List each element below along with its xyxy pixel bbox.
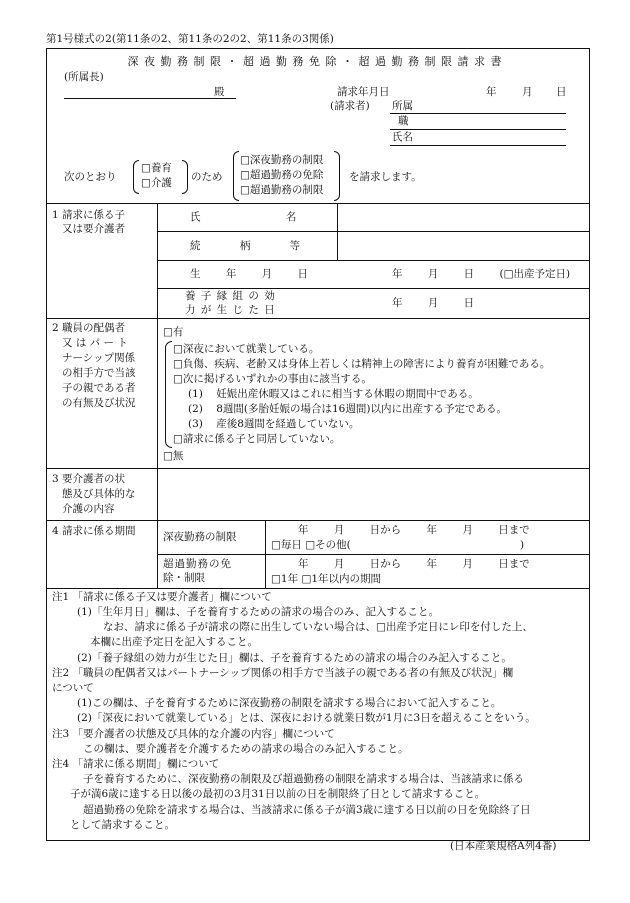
s1-birth-value[interactable]: 年 月 日 (□出産予定日) <box>392 268 571 280</box>
divider-s1-row3 <box>157 288 589 289</box>
s1-name-label: 氏 名 <box>190 211 297 223</box>
s2-subitem-2: (2) 8週間(多胎妊娠の場合は16週間)以内に出産する予定である。 <box>188 403 507 415</box>
note-4-body-1: 子を養育するために、深夜勤務の制限及び超過勤務の制限を請求する場合は、当該請求に係る <box>83 773 524 785</box>
limit-brace-left <box>233 151 239 201</box>
request-year: 年 <box>486 86 497 98</box>
post-label: 職 <box>398 115 409 127</box>
divider-section1 <box>46 318 589 319</box>
dept-label: 所属 <box>392 100 413 112</box>
s1-relation-label: 続 柄 等 <box>190 240 301 252</box>
s2-item-reason[interactable]: □次に掲げるいずれかの事由に該当する。 <box>173 373 372 385</box>
s2-label-l5: 子の親である者 <box>62 382 136 394</box>
note-1-item-2: (2)「養子縁組の効力が生じた日」欄は、子を養育するための請求の場合のみ記入すること。 <box>77 652 512 664</box>
care-option-nurture[interactable]: □養育 <box>141 162 172 174</box>
care-brace-left <box>133 160 139 194</box>
s4-row2-label-l1: 超過勤務の免 <box>163 558 232 570</box>
s1-label-line2: 又は要介護者 <box>62 223 125 235</box>
note-4-body-1-cont: 子が満6歳に達する日以後の最初の3月31日以前の日を制限終了日として請求すること。 <box>70 788 486 800</box>
s2-has-option[interactable]: □有 <box>163 326 184 338</box>
request-date-label: 請求年月日 <box>337 86 390 98</box>
care-option-nursing[interactable]: □介護 <box>141 177 172 189</box>
request-month: 月 <box>522 86 533 98</box>
post-field[interactable] <box>390 129 566 130</box>
request-suffix: を請求します。 <box>349 171 422 183</box>
s2-items-brace <box>165 341 172 448</box>
s4-row2-dates[interactable]: 年 月 日から 年 月 日まで <box>298 558 530 570</box>
note-2-heading: 注2 「職員の配偶者又はパートナーシップ関係の相手方で当該子の親である者の有無及び状況」欄 <box>52 667 514 679</box>
s4-row1-close-paren: ) <box>520 539 525 551</box>
note-2-item-1: (1)この欄は、子を養育するために深夜勤務の制限を請求する場合において記入すること。 <box>77 697 502 709</box>
s3-label-l3: 介護の内容 <box>62 503 115 515</box>
form-id: 第1号様式の2(第11条の2、第11条の2の2、第11条の3関係) <box>46 33 334 45</box>
s2-label-l6: の有無及び状況 <box>62 397 136 409</box>
note-3-body: この欄は、要介護者を介護するための請求の場合のみ記入すること。 <box>83 743 409 755</box>
s4-row2-label-l2: 除・制限 <box>163 572 205 584</box>
s1-adoption-label-l1: 養 子 縁 組 の 効 <box>185 290 276 302</box>
addressee-line[interactable] <box>64 98 236 99</box>
divider-s1-row2 <box>157 260 589 261</box>
limit-option-overtime-limit[interactable]: □超過勤務の制限 <box>240 184 324 196</box>
limit-brace-right <box>334 151 340 201</box>
s2-subitem-1: (1) 妊娠出産休暇又はこれに相当する休暇の期間中である。 <box>188 388 479 400</box>
limit-option-night[interactable]: □深夜勤務の制限 <box>240 154 324 166</box>
divider-section4 <box>46 588 589 589</box>
form-title: 深 夜 勤 務 制 限 ・ 超 過 勤 務 免 除 ・ 超 過 勤 務 制 限 請 求 書 <box>127 55 503 68</box>
note-1-heading: 注1 「請求に係る子又は要介護者」欄について <box>52 591 272 603</box>
s4-label: 4 請求に係る期間 <box>52 525 136 537</box>
note-3-heading: 注3 「要介護者の状態及び具体的な介護の内容」欄について <box>52 728 335 740</box>
s4-row1-options[interactable]: □毎日 □その他( <box>271 539 351 551</box>
note-4-body-2-cont: として請求すること。 <box>70 819 175 831</box>
honorific: 殿 <box>214 86 225 98</box>
divider-header <box>46 203 589 204</box>
for-text: のため <box>191 171 223 183</box>
dept-field[interactable] <box>390 113 566 114</box>
s2-label-l4: の相手方で当該 <box>62 367 136 379</box>
s4-row1-dates[interactable]: 年 月 日から 年 月 日まで <box>298 524 530 536</box>
name-field[interactable] <box>390 145 566 146</box>
s2-item-difficulty[interactable]: □負傷、疾病、老齢又は身体上若しくは精神上の障害により養育が困難である。 <box>173 358 551 370</box>
s3-label-l2: 態及び具体的な <box>62 488 136 500</box>
s2-item-night-work[interactable]: □深夜において就業している。 <box>173 343 320 355</box>
divider-section2 <box>46 468 589 469</box>
note-2-heading-cont: について <box>52 682 94 694</box>
s3-label-l1: 3 要介護者の状 <box>52 473 126 485</box>
note-1-item-1-cont: なお、請求に係る子が請求の際に出生していない場合は、□出産予定日にレ印を付した上、 <box>103 621 533 633</box>
divider-s4-row1 <box>157 554 589 555</box>
s1-label-line1: 1 請求に係る子 <box>52 209 126 221</box>
note-1-item-1-cont2: 本欄に出産予定日を記入すること。 <box>90 636 258 648</box>
divider-s1-value-column <box>337 203 338 260</box>
s2-none-option[interactable]: □無 <box>163 450 184 462</box>
divider-s4-label-column <box>265 520 266 588</box>
s2-label-l3: ナーシップ関係 <box>62 352 136 364</box>
requester-label: (請求者) <box>330 100 370 112</box>
divider-label-column <box>157 203 158 588</box>
name-label: 氏名 <box>392 131 413 143</box>
note-4-heading: 注4 「請求に係る期間」欄について <box>52 758 220 770</box>
s1-birth-label: 生 年 月 日 <box>190 268 309 280</box>
divider-section3 <box>46 520 589 521</box>
note-2-item-2: (2)「深夜において就業している」とは、深夜における就業日数が1月に3日を超えることをいう。 <box>77 712 536 724</box>
paper-size-note: (日本産業規格A列4番) <box>450 840 557 852</box>
s4-row1-label: 深夜勤務の制限 <box>163 531 237 543</box>
care-brace-right <box>182 160 188 194</box>
divider-s1-row1 <box>157 231 589 232</box>
s1-adoption-value[interactable]: 年 月 日 <box>392 297 475 309</box>
request-day: 日 <box>556 86 567 98</box>
affiliation-chief-label: (所属長) <box>64 71 104 83</box>
s2-subitem-3: (3) 産後8週間を経過していない。 <box>188 418 360 430</box>
s1-adoption-label-l2: 力 が 生 じ た 日 <box>185 304 276 316</box>
limit-option-overtime-exempt[interactable]: □超過勤務の免除 <box>240 169 324 181</box>
s2-label-l1: 2 職員の配偶者 <box>52 322 126 334</box>
s2-item-not-cohabiting[interactable]: □請求に係る子と同居していない。 <box>173 433 341 445</box>
note-4-body-2: 超過勤務の免除を請求する場合は、当該請求に係る子が満3歳に達する日以前の日を免除終了日 <box>83 804 531 816</box>
request-prefix: 次のとおり <box>64 171 117 183</box>
s4-row2-options[interactable]: □1年 □1年以内の期間 <box>271 573 382 585</box>
s2-label-l2: 又 は パ ー ト <box>62 337 128 349</box>
note-1-item-1: (1)「生年月日」欄は、子を養育するための請求の場合のみ、記入すること。 <box>77 606 440 618</box>
